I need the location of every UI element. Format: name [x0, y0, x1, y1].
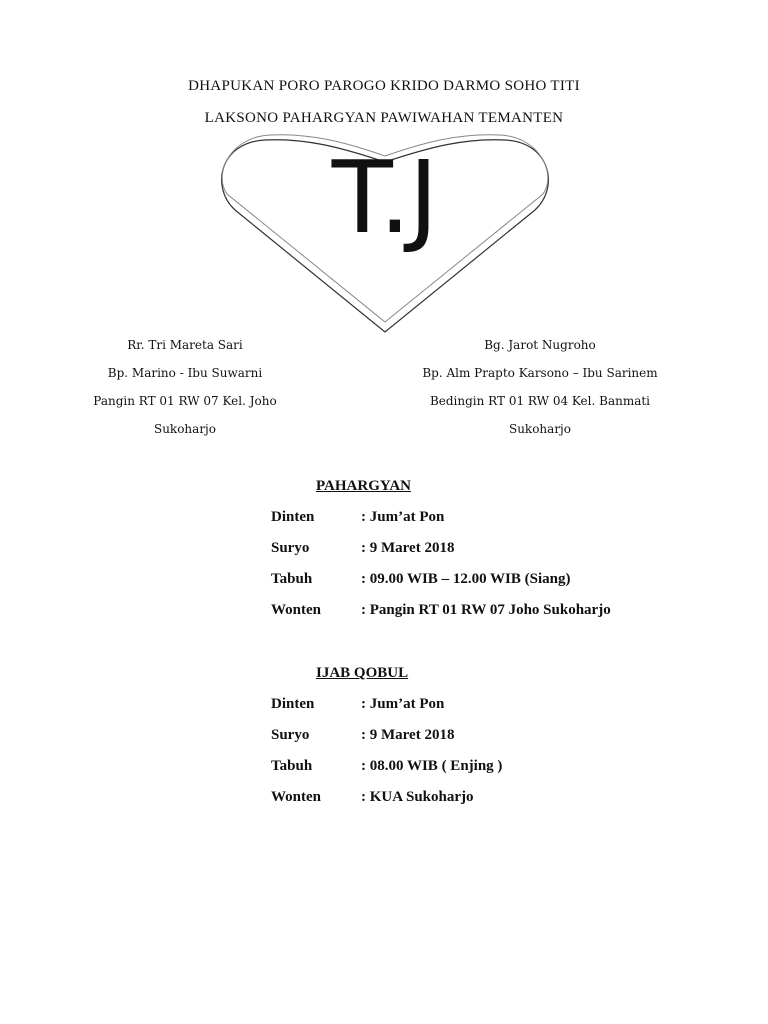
row-value: : Pangin RT 01 RW 07 Joho Sukoharjo [361, 602, 611, 618]
row-value: : 09.00 WIB – 12.00 WIB (Siang) [361, 571, 571, 587]
row-label: Suryo [271, 727, 310, 743]
row-label: Dinten [271, 509, 315, 525]
document-subtitle: LAKSONO PAHARGYAN PAWIWAHAN TEMANTEN [204, 110, 564, 126]
ijab-heading: IJAB QOBUL [316, 665, 409, 681]
row-label: Tabuh [271, 571, 313, 587]
row-label: Dinten [271, 696, 315, 712]
groom-parents: Bp. Alm Prapto Karsono – Ibu Sarinem [422, 366, 658, 380]
row-label: Wonten [271, 789, 322, 805]
bride-parents: Bp. Marino - Ibu Suwarni [107, 366, 263, 380]
monogram: T.J [331, 139, 437, 256]
groom-name: Bg. Jarot Nugroho [484, 338, 596, 352]
row-value: : Jum’at Pon [361, 696, 445, 712]
bride-address: Pangin RT 01 RW 07 Kel. Joho [93, 394, 277, 408]
row-value: : KUA Sukoharjo [361, 789, 474, 805]
bride-name: Rr. Tri Mareta Sari [127, 338, 243, 352]
row-label: Wonten [271, 602, 322, 618]
row-value: : 08.00 WIB ( Enjing ) [361, 758, 503, 774]
row-value: : 9 Maret 2018 [361, 727, 455, 743]
bride-info [70, 331, 300, 443]
groom-city: Sukoharjo [508, 422, 571, 436]
pahargyan-heading: PAHARGYAN [316, 478, 412, 494]
groom-info [405, 331, 675, 443]
document-title: DHAPUKAN PORO PAROGO KRIDO DARMO SOHO TITI [188, 78, 580, 94]
groom-address: Bedingin RT 01 RW 04 Kel. Banmati [429, 394, 651, 408]
row-label: Tabuh [271, 758, 313, 774]
row-label: Suryo [271, 540, 310, 556]
row-value: : 9 Maret 2018 [361, 540, 455, 556]
row-value: : Jum’at Pon [361, 509, 445, 525]
bride-city: Sukoharjo [153, 422, 216, 436]
